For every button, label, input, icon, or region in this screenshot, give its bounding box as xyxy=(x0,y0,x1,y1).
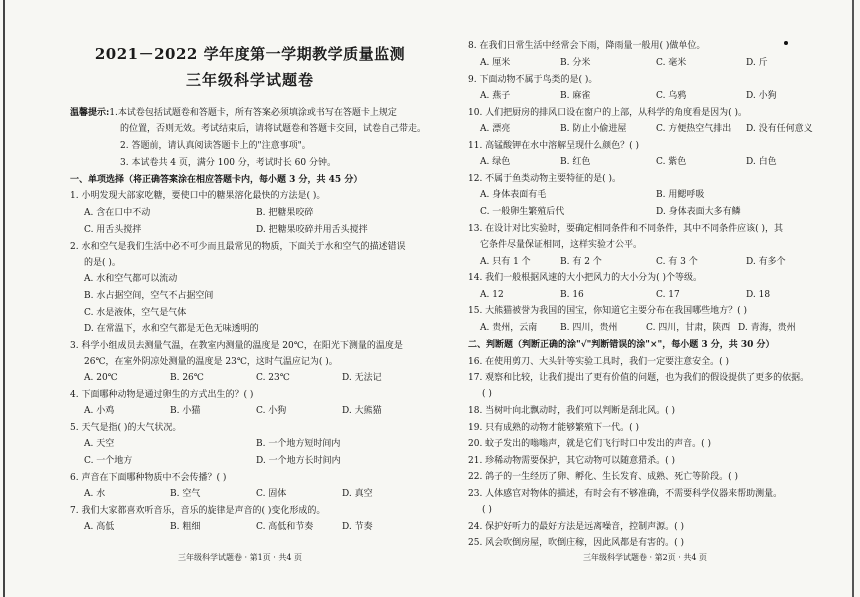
q10-option-a: A. 漂亮 xyxy=(480,124,511,134)
notice-line-1b: 的位置，否则无效。考试结束后，请将试题卷和答题卡交回，试卷自己带走。 xyxy=(120,124,427,134)
notice-line-1: 温馨提示:1.本试卷包括试题卷和答题卡，所有答案必须填涂或书写在答题卡上规定 xyxy=(70,108,397,118)
notice-label: 温馨提示: xyxy=(70,108,110,118)
q10-option-d: D. 没有任何意义 xyxy=(746,124,813,134)
q6-option-b: B. 空气 xyxy=(170,489,201,499)
q14-option-c: C. 17 xyxy=(656,290,680,300)
judgment-25: 25. 风会吹倒房屋，吹倒庄稼，因此风都是有害的。( ) xyxy=(468,538,685,548)
q8-option-b: B. 分米 xyxy=(560,58,591,68)
q6-option-a: A. 水 xyxy=(84,489,106,499)
judgment-22: 22. 鸽子的一生经历了卵、孵化、生长发育、成熟、死亡等阶段。( ) xyxy=(468,472,739,482)
q4-option-a: A. 小鸡 xyxy=(84,406,115,416)
footer-page-2: 三年级科学试题卷 · 第2页 · 共4 页 xyxy=(583,553,707,562)
scan-dot xyxy=(784,41,788,45)
question-4-stem: 4. 下面哪种动物是通过卵生的方式出生的？( ) xyxy=(70,390,254,400)
q11-option-b: B. 红色 xyxy=(560,157,591,167)
question-2-stem: 2. 水和空气是我们生活中必不可少而且最常见的物质，下面关于水和空气的描述错误 xyxy=(70,242,406,252)
q4-option-c: C. 小狗 xyxy=(256,406,287,416)
question-3-stem-2: 26℃，在室外阴凉处测量的温度是 23℃，这时气温应记为( )。 xyxy=(84,357,338,367)
q9-option-b: B. 麻雀 xyxy=(560,91,591,101)
question-13-stem: 13. 在设计对比实验时，要确定相同条件和不同条件，其中不同条件应该( )，其 xyxy=(468,224,784,234)
exam-title: 2021－2022 学年度第一学期教学质量监测 xyxy=(94,45,406,63)
q14-option-b: B. 16 xyxy=(560,290,584,300)
section2-title: 二、判断题（判断正确的涂"√"判断错误的涂"×"，每小题 3 分，共 30 分） xyxy=(468,340,775,350)
question-2-stem-2: 的是( )。 xyxy=(84,258,121,268)
q13-option-b: B. 有 2 个 xyxy=(560,257,602,267)
q14-option-a: A. 12 xyxy=(480,290,504,300)
q12-option-a: A. 身体表面有毛 xyxy=(480,190,547,200)
q5-option-c: C. 一个地方 xyxy=(84,456,133,466)
q1-option-d: D. 把糖果咬碎并用舌头搅拌 xyxy=(256,225,368,235)
q7-option-c: C. 高低和节奏 xyxy=(256,522,314,532)
question-9-stem: 9. 下面动物不属于鸟类的是( )。 xyxy=(468,75,598,85)
judgment-16: 16. 在使用剪刀、大头针等实验工具时，我们一定要注意安全。( ) xyxy=(468,357,730,367)
scan-edge-left xyxy=(3,0,5,597)
q1-option-a: A. 含在口中不动 xyxy=(84,208,151,218)
q3-option-a: A. 20℃ xyxy=(84,373,118,383)
q4-option-b: B. 小猫 xyxy=(170,406,201,416)
judgment-17: 17. 观察和比较，让我们提出了更有价值的问题，也为我们的假设提供了更多的依据。 xyxy=(468,373,810,383)
q2-option-b: B. 水占据空间，空气不占据空间 xyxy=(84,291,214,301)
q13-option-d: D. 有多个 xyxy=(746,257,786,267)
judgment-23-blank: ( ) xyxy=(482,505,492,515)
question-15-stem: 15. 大熊猫被誉为我国的国宝，你知道它主要分布在我国哪些地方？( ) xyxy=(468,306,748,316)
notice-line-2: 2. 答题前，请认真阅读答题卡上的"注意事项"。 xyxy=(120,141,311,151)
q15-option-c: C. 四川，甘肃，陕西 xyxy=(646,323,731,333)
q2-option-d: D. 在常温下，水和空气都是无色无味透明的 xyxy=(84,324,259,334)
q5-option-a: A. 天空 xyxy=(84,439,115,449)
q12-option-d: D. 身体表面大多有鳞 xyxy=(656,207,741,217)
question-3-stem: 3. 科学小组成员去测量气温，在教室内测量的温度是 20℃，在阳光下测量的温度是 xyxy=(70,341,403,351)
q10-option-b: B. 防止小偷进屋 xyxy=(560,124,627,134)
q11-option-a: A. 绿色 xyxy=(480,157,511,167)
judgment-21: 21. 珍稀动物需要保护，其它动物可以随意猎杀。( ) xyxy=(468,456,676,466)
q11-option-c: C. 紫色 xyxy=(656,157,687,167)
q15-option-b: B. 四川，贵州 xyxy=(560,323,618,333)
q7-option-d: D. 节奏 xyxy=(342,522,373,532)
q3-option-b: B. 26℃ xyxy=(170,373,204,383)
q7-option-a: A. 高低 xyxy=(84,522,115,532)
q12-option-c: C. 一般卵生繁殖后代 xyxy=(480,207,565,217)
q15-option-d: D. 青海，贵州 xyxy=(738,323,796,333)
q1-option-b: B. 把糖果咬碎 xyxy=(256,208,314,218)
q3-option-c: C. 23℃ xyxy=(256,373,290,383)
q6-option-c: C. 固体 xyxy=(256,489,287,499)
judgment-20: 20. 蚊子发出的嗡嗡声，就是它们飞行时口中发出的声音。( ) xyxy=(468,439,712,449)
q10-option-c: C. 方便热空气排出 xyxy=(656,124,732,134)
q8-option-c: C. 毫米 xyxy=(656,58,687,68)
q8-option-a: A. 厘米 xyxy=(480,58,511,68)
q6-option-d: D. 真空 xyxy=(342,489,373,499)
q5-option-d: D. 一个地方长时间内 xyxy=(256,456,341,466)
q2-option-c: C. 水是液体，空气是气体 xyxy=(84,308,187,318)
q12-option-b: B. 用鳃呼吸 xyxy=(656,190,705,200)
scan-edge-right xyxy=(852,0,854,597)
footer-page-1: 三年级科学试题卷 · 第1页 · 共4 页 xyxy=(178,553,302,562)
question-14-stem: 14. 我们一般根据风速的大小把风力的大小分为( )个等级。 xyxy=(468,273,703,283)
question-8-stem: 8. 在我们日常生活中经常会下雨，降雨量一般用( )做单位。 xyxy=(468,41,706,51)
q13-option-a: A. 只有 1 个 xyxy=(480,257,531,267)
question-7-stem: 7. 我们大家都喜欢听音乐，音乐的旋律是声音的( )变化形成的。 xyxy=(70,506,326,516)
judgment-18: 18. 当树叶向北飘动时，我们可以判断是刮北风。( ) xyxy=(468,406,676,416)
q14-option-d: D. 18 xyxy=(746,290,771,300)
q15-option-a: A. 贵州，云南 xyxy=(480,323,538,333)
question-10-stem: 10. 人们把厨房的排风口设在窗户的上部，从科学的角度看是因为( )。 xyxy=(468,108,748,118)
q11-option-d: D. 白色 xyxy=(746,157,777,167)
q9-option-a: A. 燕子 xyxy=(480,91,511,101)
q1-option-c: C. 用舌头搅拌 xyxy=(84,225,142,235)
q3-option-d: D. 无法记 xyxy=(342,373,382,383)
q8-option-d: D. 斤 xyxy=(746,58,768,68)
judgment-19: 19. 只有成熟的动物才能够繁殖下一代。( ) xyxy=(468,423,640,433)
q4-option-d: D. 大熊猫 xyxy=(342,406,382,416)
question-6-stem: 6. 声音在下面哪种物质中不会传播？( ) xyxy=(70,473,227,483)
question-13-stem-2: 它条件尽量保证相同，这样实验才公平。 xyxy=(480,240,643,250)
q2-option-a: A. 水和空气都可以流动 xyxy=(84,274,178,284)
notice-line-3: 3. 本试卷共 4 页，满分 100 分，考试时长 60 分钟。 xyxy=(120,158,336,168)
section1-title: 一、单项选择（将正确答案涂在相应答题卡内，每小题 3 分，共 45 分） xyxy=(70,175,363,185)
question-5-stem: 5. 天气是指( )的大气状况。 xyxy=(70,423,182,433)
q9-option-d: D. 小狗 xyxy=(746,91,777,101)
q13-option-c: C. 有 3 个 xyxy=(656,257,698,267)
q9-option-c: C. 乌鸦 xyxy=(656,91,687,101)
question-11-stem: 11. 高锰酸钾在水中溶解呈现什么颜色？( ) xyxy=(468,141,640,151)
q7-option-b: B. 粗细 xyxy=(170,522,201,532)
exam-subtitle: 三年级科学试题卷 xyxy=(185,71,314,89)
q5-option-b: B. 一个地方短时间内 xyxy=(256,439,341,449)
question-1-stem: 1. 小明发现大部家吃糖，要使口中的糖果溶化最快的方法是( )。 xyxy=(70,191,326,201)
judgment-17-blank: ( ) xyxy=(482,389,492,399)
judgment-23: 23. 人体感官对物体的描述，有时会有不够准确，不需要科学仪器来帮助测量。 xyxy=(468,489,783,499)
question-12-stem: 12. 不属于鱼类动物主要特征的是( )。 xyxy=(468,174,622,184)
judgment-24: 24. 保护好听力的最好方法是远离噪音，控制声源。( ) xyxy=(468,522,685,532)
